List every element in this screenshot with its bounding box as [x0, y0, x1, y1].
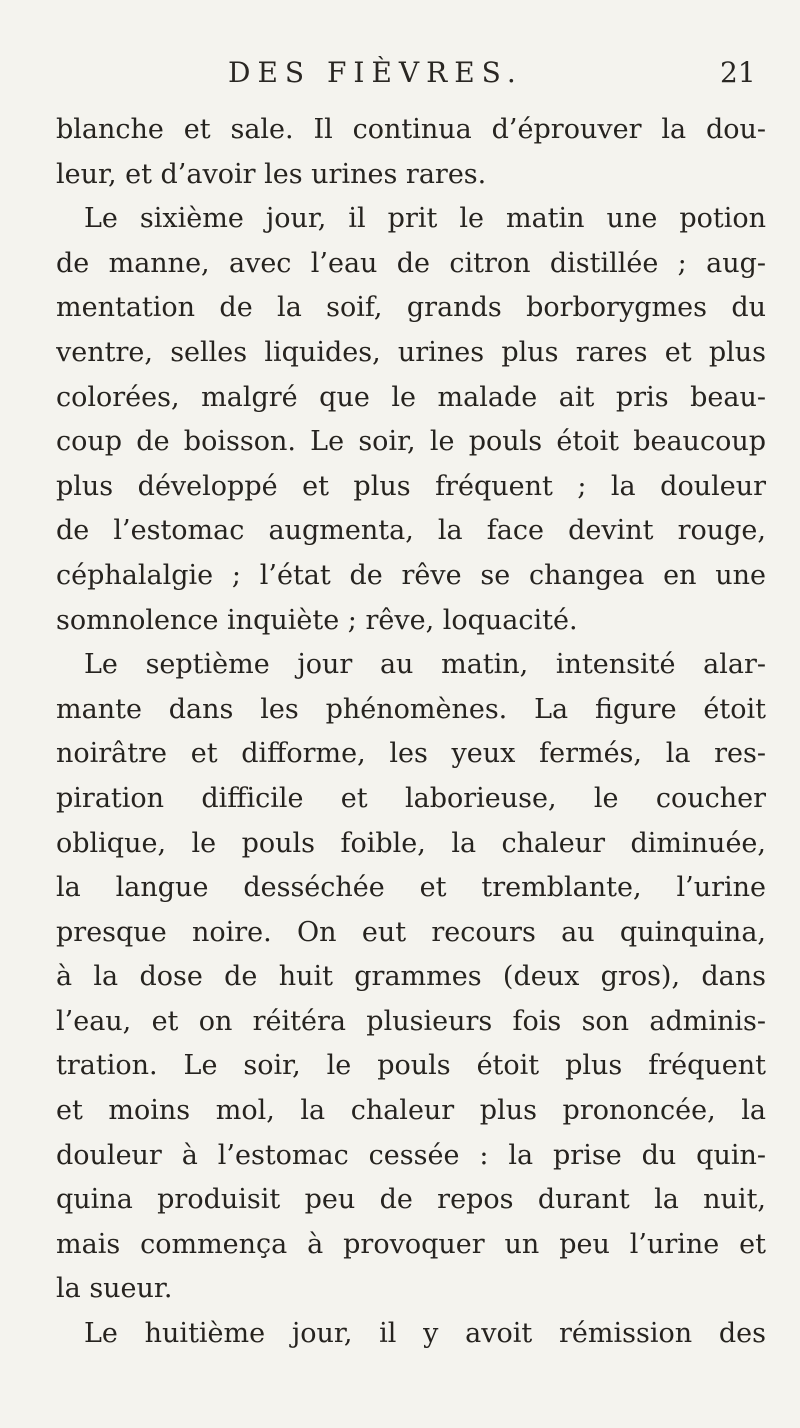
- text-line: plus développé et plus fréquent ; la douleur: [56, 470, 766, 502]
- text-line: quina produisit peu de repos durant la nuit,: [56, 1184, 766, 1216]
- running-head: [0, 56, 800, 96]
- text-line: somnolence inquiète ; rêve, loquacité.: [56, 604, 578, 636]
- text-line: mais commença à provoquer un peu l’urine et: [56, 1228, 766, 1260]
- text-line: noirâtre et difforme, les yeux fermés, la res-: [56, 738, 766, 770]
- text-line: coup de boisson. Le soir, le pouls étoit beaucoup: [56, 426, 766, 458]
- text-line: céphalalgie ; l’état de rêve se changea en une: [56, 559, 766, 591]
- page-number: 21: [720, 56, 756, 89]
- text-line: douleur à l’estomac cessée : la prise du quin-: [56, 1139, 766, 1171]
- body-text: [56, 108, 766, 1357]
- text-line: mentation de la soif, grands borborygmes du: [56, 292, 766, 324]
- text-line: et moins mol, la chaleur plus prononcée, la: [56, 1095, 766, 1127]
- text-line: de manne, avec l’eau de citron distillée ; aug-: [56, 247, 766, 279]
- text-line: Le septième jour au matin, intensité alar-: [84, 649, 766, 681]
- text-line: à la dose de huit grammes (deux gros), dans: [56, 961, 766, 993]
- text-line: tration. Le soir, le pouls étoit plus fréquent: [56, 1050, 766, 1082]
- text-line: l’eau, et on réitéra plusieurs fois son adminis-: [56, 1005, 766, 1037]
- text-line: colorées, malgré que le malade ait pris beau-: [56, 381, 766, 413]
- text-line: blanche et sale. Il continua d’éprouver la dou-: [56, 114, 766, 145]
- text-line: oblique, le pouls foible, la chaleur diminuée,: [56, 827, 766, 859]
- text-line: mante dans les phénomènes. La figure étoit: [56, 693, 766, 725]
- text-line: Le huitième jour, il y avoit rémission des: [84, 1318, 766, 1350]
- running-title: DES FIÈVRES.: [228, 56, 523, 89]
- text-line: de l’estomac augmenta, la face devint rouge,: [56, 515, 766, 547]
- text-line: la sueur.: [56, 1273, 173, 1305]
- text-line: ventre, selles liquides, urines plus rares et plus: [56, 336, 766, 368]
- text-line: leur, et d’avoir les urines rares.: [56, 158, 487, 190]
- text-line: presque noire. On eut recours au quinquina,: [56, 916, 766, 948]
- text-line: piration difficile et laborieuse, le coucher: [56, 782, 766, 814]
- text-line: Le sixième jour, il prit le matin une potion: [84, 203, 766, 235]
- text-line: la langue desséchée et tremblante, l’urine: [56, 872, 766, 904]
